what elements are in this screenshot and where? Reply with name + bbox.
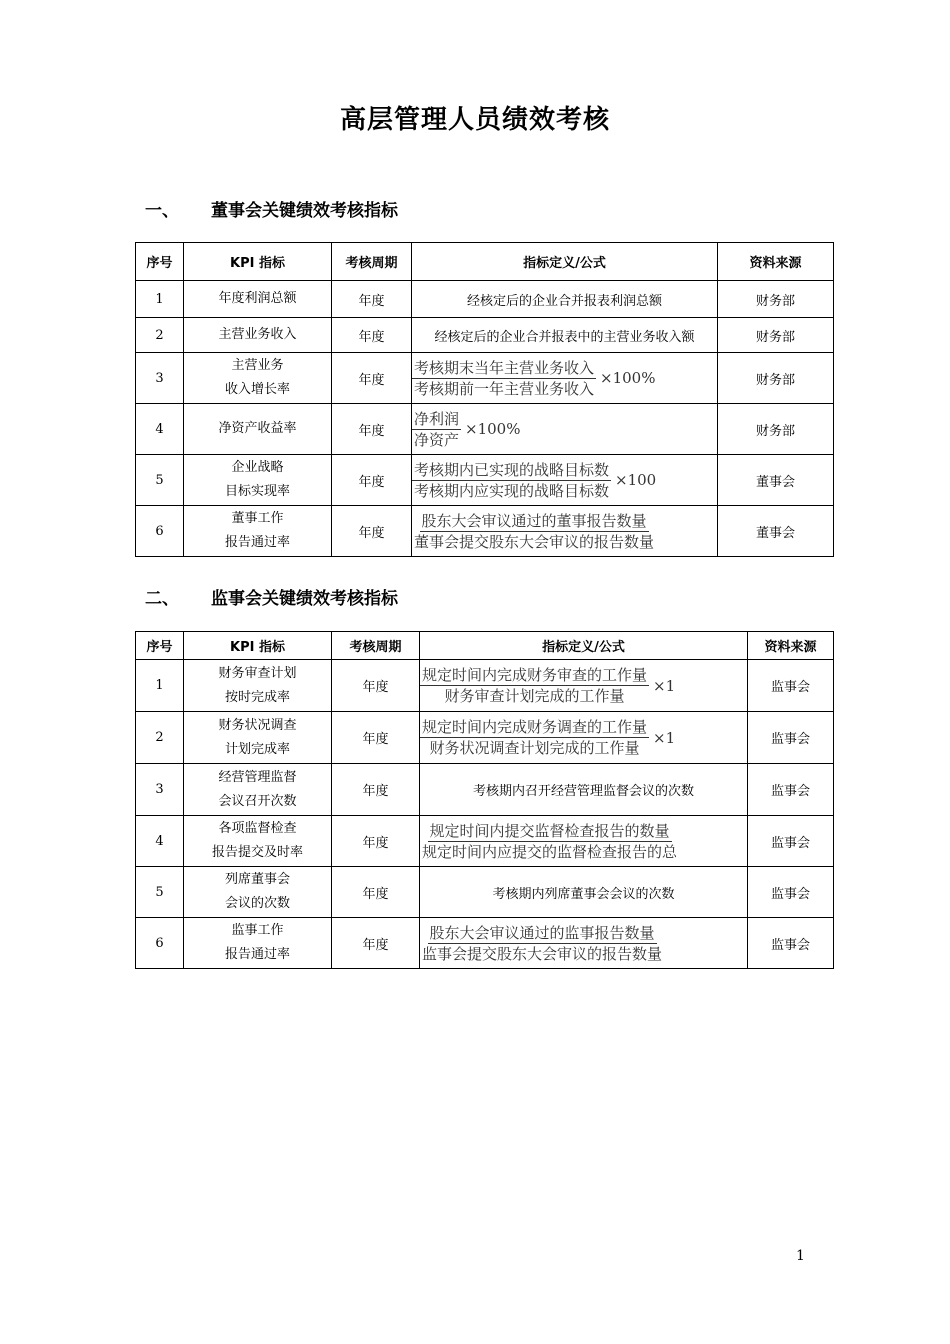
formula-fraction <box>420 821 679 862</box>
kpi-name-line: 主营业务 <box>231 358 284 373</box>
row-number: 3 <box>136 353 184 404</box>
kpi-name-line: 财务状况调查 <box>218 717 297 733</box>
table-row <box>136 764 834 816</box>
header-no: 序号 <box>136 243 184 281</box>
formula-fraction <box>420 717 649 758</box>
kpi-name-line: 目标实现率 <box>224 484 290 499</box>
kpi-name-line: 收入增长率 <box>224 382 290 397</box>
data-source: 监事会 <box>748 918 834 969</box>
kpi-name <box>184 712 332 764</box>
kpi-name-line: 经营管理监督 <box>218 769 297 785</box>
table-row <box>136 918 834 969</box>
kpi-name-line: 主营业务收入 <box>218 327 297 342</box>
table-header-row <box>136 632 834 660</box>
formula-denominator: 监事会提交股东大会审议的报告数量 <box>422 944 663 963</box>
data-source: 财务部 <box>718 353 834 404</box>
formula-multiplier: ×1 <box>653 728 676 747</box>
review-period: 年度 <box>332 918 420 969</box>
board-kpi-table <box>135 242 834 557</box>
table-row <box>136 353 834 404</box>
header-period: 考核周期 <box>332 243 412 281</box>
review-period: 年度 <box>332 816 420 867</box>
kpi-name-line: 董事工作 <box>231 511 284 526</box>
table-row <box>136 712 834 764</box>
formula-numerator: 考核期内已实现的战略目标数 <box>414 460 610 479</box>
table-row <box>136 867 834 918</box>
data-source: 监事会 <box>748 712 834 764</box>
kpi-name <box>184 918 332 969</box>
header-definition: 指标定义/公式 <box>420 632 748 660</box>
indicator-definition <box>412 353 718 404</box>
formula-fraction <box>412 511 656 552</box>
indicator-definition <box>420 712 748 764</box>
section-number: 二、 <box>145 589 179 609</box>
data-source: 财务部 <box>718 318 834 353</box>
formula-multiplier: ×100% <box>600 369 656 387</box>
review-period: 年度 <box>332 506 412 557</box>
data-source: 财务部 <box>718 404 834 455</box>
formula-numerator: 股东大会审议通过的董事报告数量 <box>421 511 647 530</box>
row-number: 1 <box>136 660 184 712</box>
review-period: 年度 <box>332 660 420 712</box>
section-heading-supervisory <box>145 584 398 609</box>
data-source: 监事会 <box>748 660 834 712</box>
review-period: 年度 <box>332 404 412 455</box>
table-header-row <box>136 243 834 281</box>
table-row <box>136 660 834 712</box>
row-number: 4 <box>136 816 184 867</box>
formula-fraction <box>412 409 461 450</box>
kpi-name <box>184 506 332 557</box>
kpi-name-line: 报告提交及时率 <box>211 845 303 860</box>
formula-numerator: 规定时间内完成财务调查的工作量 <box>422 718 648 736</box>
indicator-definition <box>420 918 748 969</box>
section-title: 监事会关键绩效考核指标 <box>211 589 398 609</box>
formula-denominator: 规定时间内应提交的监督检查报告的总 <box>422 842 678 861</box>
header-period: 考核周期 <box>332 632 420 660</box>
table-row <box>136 455 834 506</box>
kpi-name-line: 报告通过率 <box>224 947 290 962</box>
row-number: 2 <box>136 712 184 764</box>
formula-fraction <box>420 665 649 706</box>
header-no: 序号 <box>136 632 184 660</box>
kpi-name <box>184 764 332 816</box>
formula-numerator: 股东大会审议通过的监事报告数量 <box>429 923 655 942</box>
row-number: 2 <box>136 318 184 353</box>
indicator-definition <box>420 816 748 867</box>
formula-denominator: 财务审查计划完成的工作量 <box>444 687 625 705</box>
row-number: 5 <box>136 455 184 506</box>
kpi-name-line: 会议的次数 <box>224 896 290 911</box>
kpi-name-line: 各项监督检查 <box>218 821 297 836</box>
formula-numerator: 规定时间内提交监督检查报告的数量 <box>429 821 670 840</box>
data-source: 财务部 <box>718 281 834 318</box>
indicator-definition: 经核定后的企业合并报表中的主营业务收入额 <box>412 318 718 353</box>
supervisory-kpi-table <box>135 631 834 969</box>
review-period: 年度 <box>332 318 412 353</box>
kpi-name <box>184 867 332 918</box>
header-kpi: KPI 指标 <box>184 243 332 281</box>
kpi-name-line: 会议召开次数 <box>218 793 297 809</box>
formula-numerator: 净利润 <box>414 409 460 428</box>
row-number: 4 <box>136 404 184 455</box>
data-source: 监事会 <box>748 764 834 816</box>
header-source: 资料来源 <box>748 632 834 660</box>
formula-multiplier: ×100% <box>465 420 521 438</box>
page-title: 高层管理人员绩效考核 <box>339 105 610 135</box>
formula-denominator: 财务状况调查计划完成的工作量 <box>429 739 640 757</box>
row-number: 5 <box>136 867 184 918</box>
kpi-name-line: 年度利润总额 <box>218 291 297 306</box>
kpi-name-line: 计划完成率 <box>224 741 290 757</box>
table-row <box>136 816 834 867</box>
formula-fraction <box>420 923 664 964</box>
page-number: 1 <box>796 1248 805 1264</box>
section-number: 一、 <box>145 201 179 221</box>
formula-multiplier: ×100 <box>615 471 657 489</box>
kpi-name <box>184 455 332 506</box>
review-period: 年度 <box>332 353 412 404</box>
table-row <box>136 506 834 557</box>
row-number: 3 <box>136 764 184 816</box>
indicator-definition <box>420 660 748 712</box>
kpi-name-line: 列席董事会 <box>224 872 290 887</box>
formula-numerator: 考核期末当年主营业务收入 <box>414 358 595 377</box>
section-title: 董事会关键绩效考核指标 <box>211 201 398 221</box>
indicator-definition: 考核期内列席董事会会议的次数 <box>420 867 748 918</box>
header-source: 资料来源 <box>718 243 834 281</box>
indicator-definition: 考核期内召开经营管理监督会议的次数 <box>420 764 748 816</box>
kpi-name-line: 监事工作 <box>231 923 284 938</box>
kpi-name <box>184 281 332 318</box>
kpi-name <box>184 318 332 353</box>
header-definition: 指标定义/公式 <box>412 243 718 281</box>
kpi-name <box>184 660 332 712</box>
formula-multiplier: ×1 <box>653 676 676 695</box>
review-period: 年度 <box>332 281 412 318</box>
data-source: 董事会 <box>718 506 834 557</box>
review-period: 年度 <box>332 712 420 764</box>
row-number: 6 <box>136 506 184 557</box>
review-period: 年度 <box>332 867 420 918</box>
review-period: 年度 <box>332 455 412 506</box>
indicator-definition <box>412 455 718 506</box>
data-source: 监事会 <box>748 867 834 918</box>
formula-numerator: 规定时间内完成财务审查的工作量 <box>422 666 648 684</box>
table-row <box>136 404 834 455</box>
kpi-name-line: 财务审查计划 <box>218 665 297 681</box>
kpi-name <box>184 816 332 867</box>
row-number: 1 <box>136 281 184 318</box>
table-row <box>136 318 834 353</box>
row-number: 6 <box>136 918 184 969</box>
kpi-name <box>184 353 332 404</box>
kpi-name-line: 按时完成率 <box>224 689 290 705</box>
formula-denominator: 考核期内应实现的战略目标数 <box>414 481 610 500</box>
indicator-definition: 经核定后的企业合并报表利润总额 <box>412 281 718 318</box>
formula-denominator: 董事会提交股东大会审议的报告数量 <box>414 532 655 551</box>
data-source: 董事会 <box>718 455 834 506</box>
formula-denominator: 考核期前一年主营业务收入 <box>414 379 595 398</box>
table-row <box>136 281 834 318</box>
review-period: 年度 <box>332 764 420 816</box>
kpi-name-line: 企业战略 <box>231 460 284 475</box>
data-source: 监事会 <box>748 816 834 867</box>
section-heading-board <box>145 196 398 221</box>
formula-fraction <box>412 358 596 399</box>
indicator-definition <box>412 404 718 455</box>
formula-denominator: 净资产 <box>414 430 460 449</box>
header-kpi: KPI 指标 <box>184 632 332 660</box>
formula-fraction <box>412 460 611 501</box>
indicator-definition <box>412 506 718 557</box>
kpi-name-line: 报告通过率 <box>224 535 290 550</box>
kpi-name-line: 净资产收益率 <box>218 421 297 436</box>
kpi-name <box>184 404 332 455</box>
